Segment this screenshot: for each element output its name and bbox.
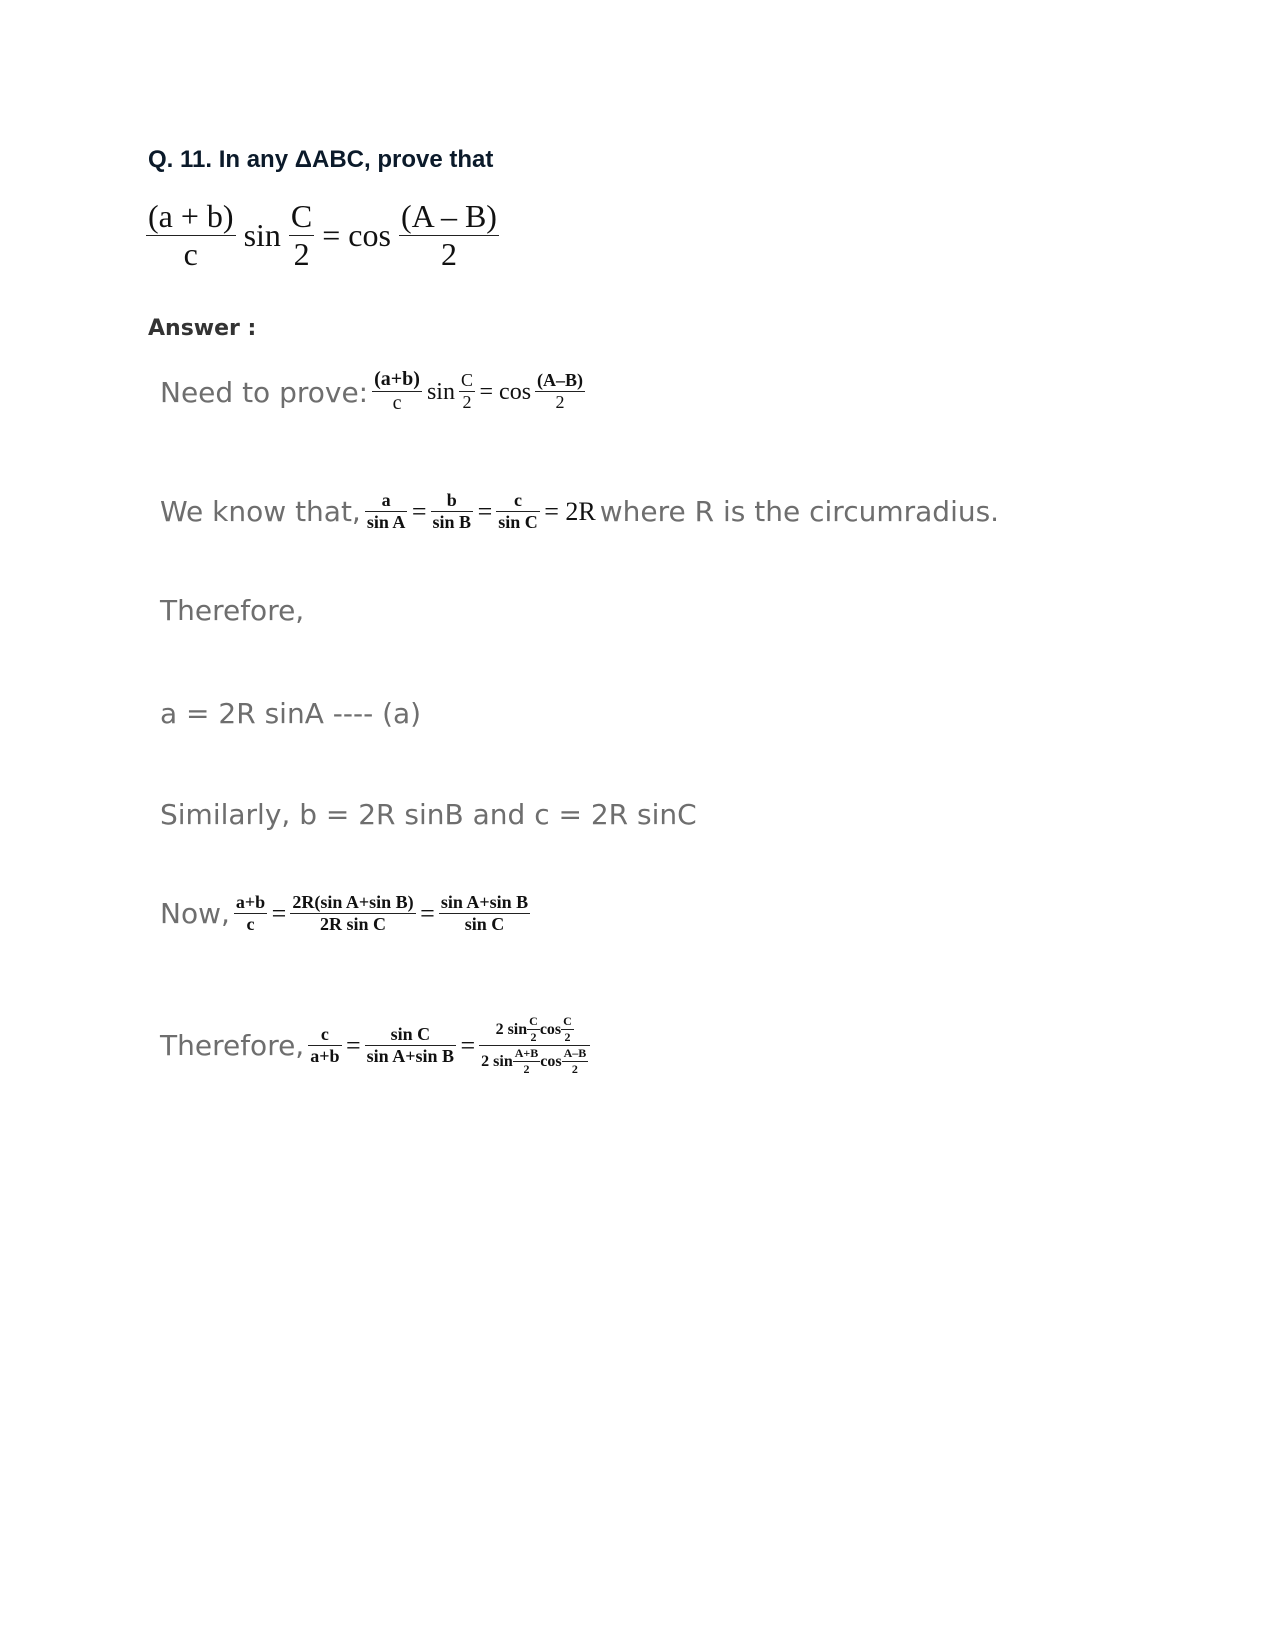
denominator: 2 [293, 236, 310, 272]
fraction [496, 490, 540, 533]
denominator: c [183, 236, 198, 272]
numerator: a+b [235, 892, 266, 912]
sin-label: sin [426, 378, 455, 405]
fraction [527, 1014, 540, 1045]
cos-label: cos [539, 1020, 562, 1038]
denominator: 2R sin C [319, 914, 386, 934]
fraction [459, 370, 475, 413]
numerator: (A–B) [537, 370, 584, 391]
now-text: Now, [160, 897, 230, 931]
numerator: A+B [514, 1046, 539, 1060]
denominator: sin A+sin B [366, 1045, 454, 1066]
we-know-text: We know that, [160, 495, 361, 529]
denominator: 2 [571, 1062, 578, 1076]
denominator: c [392, 392, 402, 414]
numerator: b [446, 490, 457, 510]
fraction [399, 198, 499, 273]
numerator: C [563, 1014, 572, 1028]
denominator: 2 [523, 1062, 530, 1076]
denominator: 2 [462, 392, 472, 413]
similarly-line: Similarly, b = 2R sinB and c = 2R sinC [160, 798, 697, 831]
numerator: (a+b) [374, 368, 420, 390]
equals-2r: = 2R [544, 496, 596, 526]
answer-label: Answer : [148, 316, 257, 341]
numerator: (a + b) [148, 198, 234, 234]
denominator: sin C [498, 512, 538, 532]
statement-formula [146, 198, 499, 273]
denominator: 2 [564, 1030, 571, 1044]
equals-sign: = [460, 1030, 476, 1060]
equals-sign: = [477, 496, 493, 526]
numerator: C [460, 370, 473, 391]
fraction [289, 198, 314, 273]
sine-rule-line [160, 490, 999, 533]
denominator: c [246, 914, 255, 934]
equals-sign: = [271, 898, 287, 928]
fraction [290, 892, 415, 935]
equals-sign: = [420, 898, 435, 928]
numerator: A–B [563, 1046, 587, 1060]
fraction [439, 892, 530, 935]
numerator: sin C [390, 1023, 431, 1044]
compound-numerator [494, 1014, 576, 1045]
denominator: sin B [432, 512, 472, 532]
fraction [146, 198, 236, 273]
fraction [535, 370, 585, 413]
fraction [365, 490, 408, 533]
therefore-formula-line [160, 1014, 590, 1077]
sin-label: 2 sin [481, 1052, 513, 1070]
numerator: c [320, 1023, 329, 1044]
denominator: 2 [440, 236, 457, 272]
fraction [372, 368, 422, 415]
fraction [562, 1046, 589, 1077]
numerator: (A – B) [400, 198, 497, 234]
denominator: sin A [366, 512, 406, 532]
numerator: C [529, 1014, 538, 1028]
equals-sign: = [346, 1030, 361, 1060]
compound-denominator [479, 1046, 590, 1077]
therefore-text: Therefore, [160, 594, 305, 627]
therefore-text: Therefore, [160, 1029, 305, 1062]
sin-label: 2 sin [495, 1020, 528, 1038]
need-text: Need to prove: [160, 375, 369, 409]
denominator: sin C [464, 914, 505, 934]
fraction [365, 1024, 456, 1067]
equals-sign: = [411, 496, 427, 526]
numerator: c [513, 490, 522, 510]
denominator: 2 [555, 392, 565, 413]
fraction [513, 1046, 541, 1077]
need-to-prove-line [160, 368, 585, 415]
question-title: Q. 11. In any ΔABC, prove that [148, 146, 494, 173]
numerator: 2R(sin A+sin B) [292, 892, 414, 912]
numerator: a [381, 490, 391, 510]
equals-cos: = cos [479, 378, 532, 405]
denominator: 2 [530, 1030, 537, 1044]
fraction [431, 490, 474, 533]
fraction [561, 1014, 574, 1045]
numerator: sin A+sin B [440, 892, 529, 912]
equation-a: a = 2R sinA ---- (a) [160, 697, 422, 730]
now-line [160, 892, 530, 935]
equals-cos: = cos [322, 217, 391, 253]
fraction [308, 1024, 341, 1067]
circumradius-text: where R is the circumradius. [599, 495, 1000, 529]
sin-label: sin [243, 217, 281, 253]
cos-label: cos [540, 1052, 562, 1070]
compound-fraction [479, 1014, 590, 1077]
denominator: a+b [310, 1045, 340, 1066]
numerator: C [290, 198, 313, 234]
fraction [234, 892, 267, 935]
